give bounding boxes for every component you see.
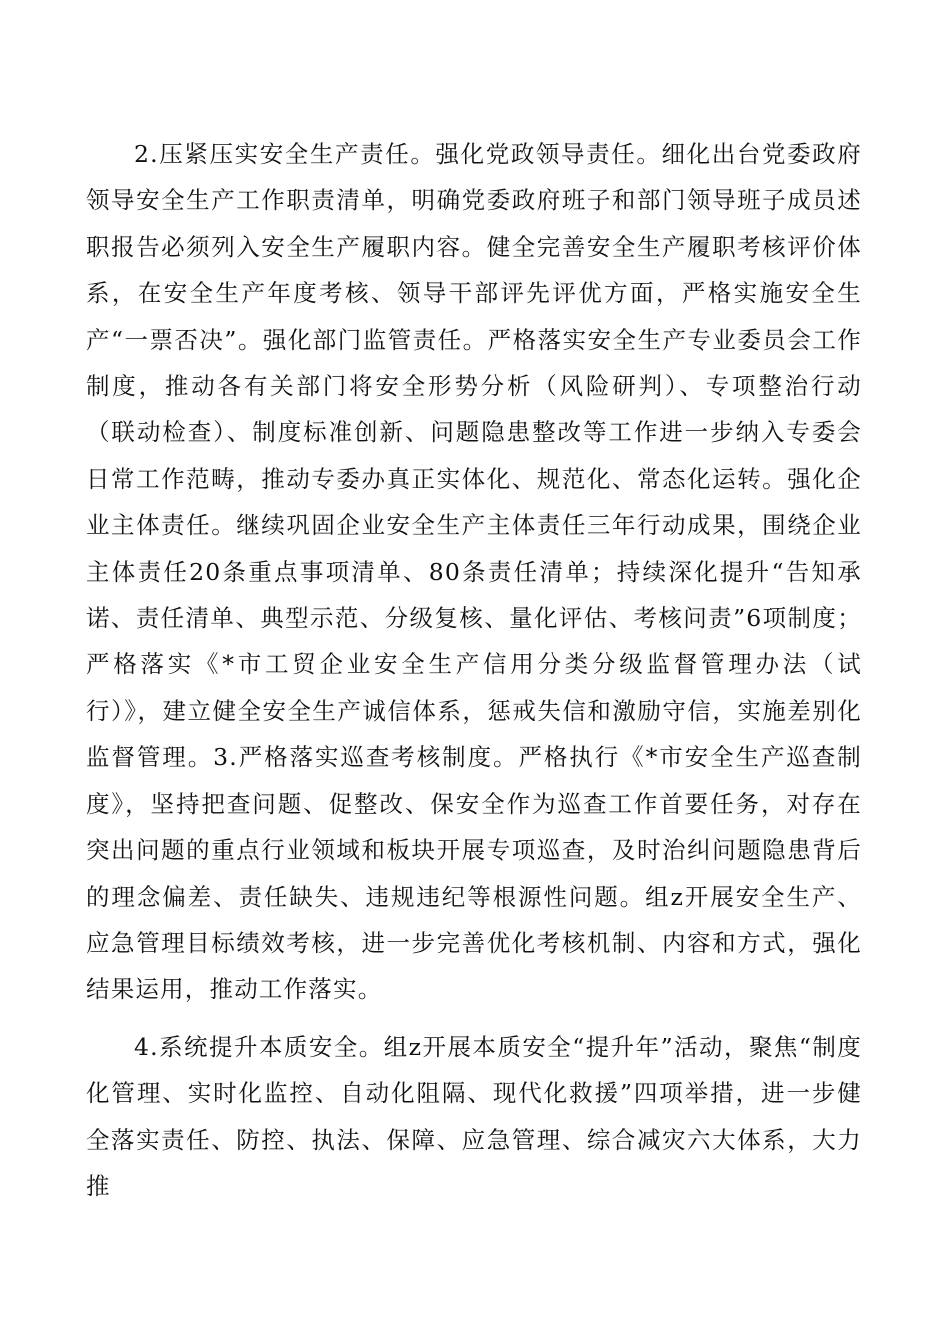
paragraph-responsibility: 2.压紧压实安全生产责任。强化党政领导责任。细化出台党委政府领导安全生产工作职责清单，明确党委政府班子和部门领导班子成员述职报告必须列入安全生产履职内容。健全完善安全生产履职考核评价体系，在安全生产年度考核、领导干部评先评优方面，严格实施安全生产“一票否决”。强化部门监管责任。严格落实安全生产专业委员会工作制度，推动各有关部门将安全形势分析（风险研判）、专项整治行动（联动检查）、制度标准创新、问题隐患整改等工作进一步纳入专委会日常工作范畴，推动专委办真正实体化、规范化、常态化运转。强化企业主体责任。继续巩固企业安全生产主体责任三年行动成果，围绕企业主体责任20条重点事项清单、80条责任清单；持续深化提升“告知承诺、责任清单、典型示范、分级复核、量化评估、考核问责”6项制度；严格落实《*市工贸企业安全生产信用分类分级监督管理办法（试行）》，建立健全安全生产诚信体系，惩戒失信和激励守信，实施差别化监督管理。3.严格落实巡查考核制度。严格执行《*市安全生产巡查制度》，坚持把查问题、促整改、保安全作为巡查工作首要任务，对存在突出问题的重点行业领域和板块开展专项巡查，及时治纠问题隐患背后的理念偏差、责任缺失、违规违纪等根源性问题。组z开展安全生产、应急管理目标绩效考核，进一步完善优化考核机制、内容和方式，强化结果运用，推动工作落实。 [86, 140, 862, 1004]
document-body [86, 131, 862, 1220]
paragraph-intrinsic-safety: 4.系统提升本质安全。组z开展本质安全“提升年”活动，聚焦“制度化管理、实时化监控、自动化阻隔、现代化救援”四项举措，进一步健全落实责任、防控、执法、保障、应急管理、综合减灾六大体系，大力推 [86, 1032, 862, 1200]
